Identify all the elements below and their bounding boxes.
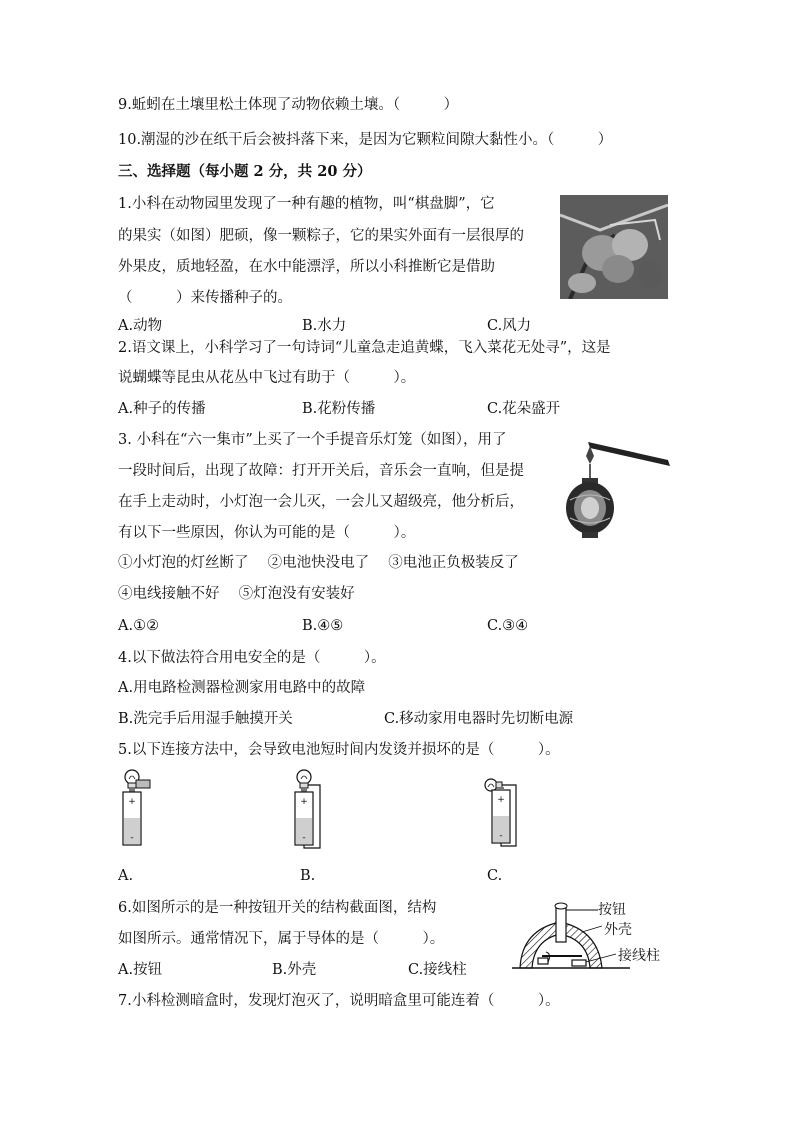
tf-question-10: 10.潮湿的沙在纸干后会被抖落下来，是因为它颗粒间隙大黏性小。（ ） bbox=[118, 132, 613, 148]
q5-option-a: A. bbox=[118, 868, 134, 884]
q4-option-b: B.洗完手后用湿手触摸开关 bbox=[118, 711, 293, 727]
q7-stem: 7.小科检测暗盒时，发现灯泡灭了，说明暗盒里可能连着（ ）。 bbox=[118, 993, 560, 1009]
q3-option-b: B.④⑤ bbox=[302, 618, 344, 634]
q1-line-4: （ ）来传播种子的。 bbox=[118, 290, 292, 306]
tf-question-9: 9.蚯蚓在土壤里松土体现了动物依赖土壤。（ ） bbox=[118, 97, 459, 113]
q6-option-c: C.接线柱 bbox=[408, 962, 467, 978]
q3-reasons-line-1: ①小灯泡的灯丝断了 ②电池快没电了 ③电池正负极装反了 bbox=[118, 555, 519, 571]
button-switch-diagram bbox=[512, 896, 672, 980]
q5-stem: 5.以下连接方法中，会导致电池短时间内发烫并损坏的是（ ）。 bbox=[118, 742, 560, 758]
q3-line-2: 一段时间后，出现了故障：打开开关后，音乐会一直响，但是提 bbox=[118, 463, 524, 479]
q4-option-c: C.移动家用电器时先切断电源 bbox=[384, 711, 574, 727]
q3-option-a: A.①② bbox=[118, 618, 160, 634]
q2-option-a: A.种子的传播 bbox=[118, 401, 206, 417]
battery-a-minus: - bbox=[130, 833, 134, 843]
q1-option-c: C.风力 bbox=[487, 318, 532, 334]
figure-label-shell: 外壳 bbox=[604, 922, 632, 938]
q1-option-a: A.动物 bbox=[118, 318, 163, 334]
circuit-b-figure bbox=[284, 768, 334, 850]
q6-option-b: B.外壳 bbox=[272, 962, 317, 978]
figure-label-button: 按钮 bbox=[598, 902, 626, 918]
q1-line-3: 外果皮，质地轻盈，在水中能漂浮，所以小科推断它是借助 bbox=[118, 259, 495, 275]
fruit-photo bbox=[560, 195, 668, 299]
battery-b-minus: - bbox=[302, 833, 306, 843]
q5-option-b: B. bbox=[300, 868, 316, 884]
q4-option-a: A.用电路检测器检测家用电路中的故障 bbox=[118, 680, 366, 696]
q1-option-b: B.水力 bbox=[302, 318, 347, 334]
q6-line-1: 6.如图所示的是一种按钮开关的结构截面图，结构 bbox=[118, 900, 437, 916]
q2-line-2: 说蝴蝶等昆虫从花丛中飞过有助于（ ）。 bbox=[118, 370, 416, 386]
battery-a-plus: + bbox=[128, 797, 136, 807]
q2-option-b: B.花粉传播 bbox=[302, 401, 376, 417]
q1-line-2: 的果实（如图）肥硕，像一颗粽子，它的果实外面有一层很厚的 bbox=[118, 228, 524, 244]
battery-b-plus: + bbox=[300, 797, 308, 807]
q3-line-4: 有以下一些原因，你认为可能的是（ ）。 bbox=[118, 525, 416, 541]
q3-reasons-line-2: ④电线接触不好 ⑤灯泡没有安装好 bbox=[118, 586, 355, 602]
lantern-image bbox=[560, 430, 672, 550]
q6-option-a: A.按钮 bbox=[118, 962, 163, 978]
q4-stem: 4.以下做法符合用电安全的是（ ）。 bbox=[118, 650, 386, 666]
q3-option-c: C.③④ bbox=[487, 618, 529, 634]
q3-line-3: 在手上走动时，小灯泡一会儿灭，一会儿又超级亮，他分析后， bbox=[118, 494, 524, 510]
battery-c-minus: - bbox=[499, 831, 503, 841]
battery-c-plus: + bbox=[497, 795, 505, 805]
q1-line-1: 1.小科在动物园里发现了一种有趣的植物，叫“棋盘脚”，它 bbox=[118, 196, 495, 212]
q5-option-c: C. bbox=[487, 868, 503, 884]
circuit-c-figure bbox=[478, 776, 528, 848]
q2-option-c: C.花朵盛开 bbox=[487, 401, 561, 417]
circuit-a-figure bbox=[112, 768, 162, 848]
q6-line-2: 如图所示。通常情况下，属于导体的是（ ）。 bbox=[118, 931, 445, 947]
figure-label-terminal: 接线柱 bbox=[618, 948, 660, 964]
q2-line-1: 2.语文课上，小科学习了一句诗词“儿童急走追黄蝶，飞入菜花无处寻”，这是 bbox=[118, 340, 611, 356]
section-title: 三、选择题（每小题 2 分，共 20 分） bbox=[118, 163, 372, 180]
q3-line-1: 3. 小科在“六一集市”上买了一个手提音乐灯笼（如图），用了 bbox=[118, 432, 507, 448]
